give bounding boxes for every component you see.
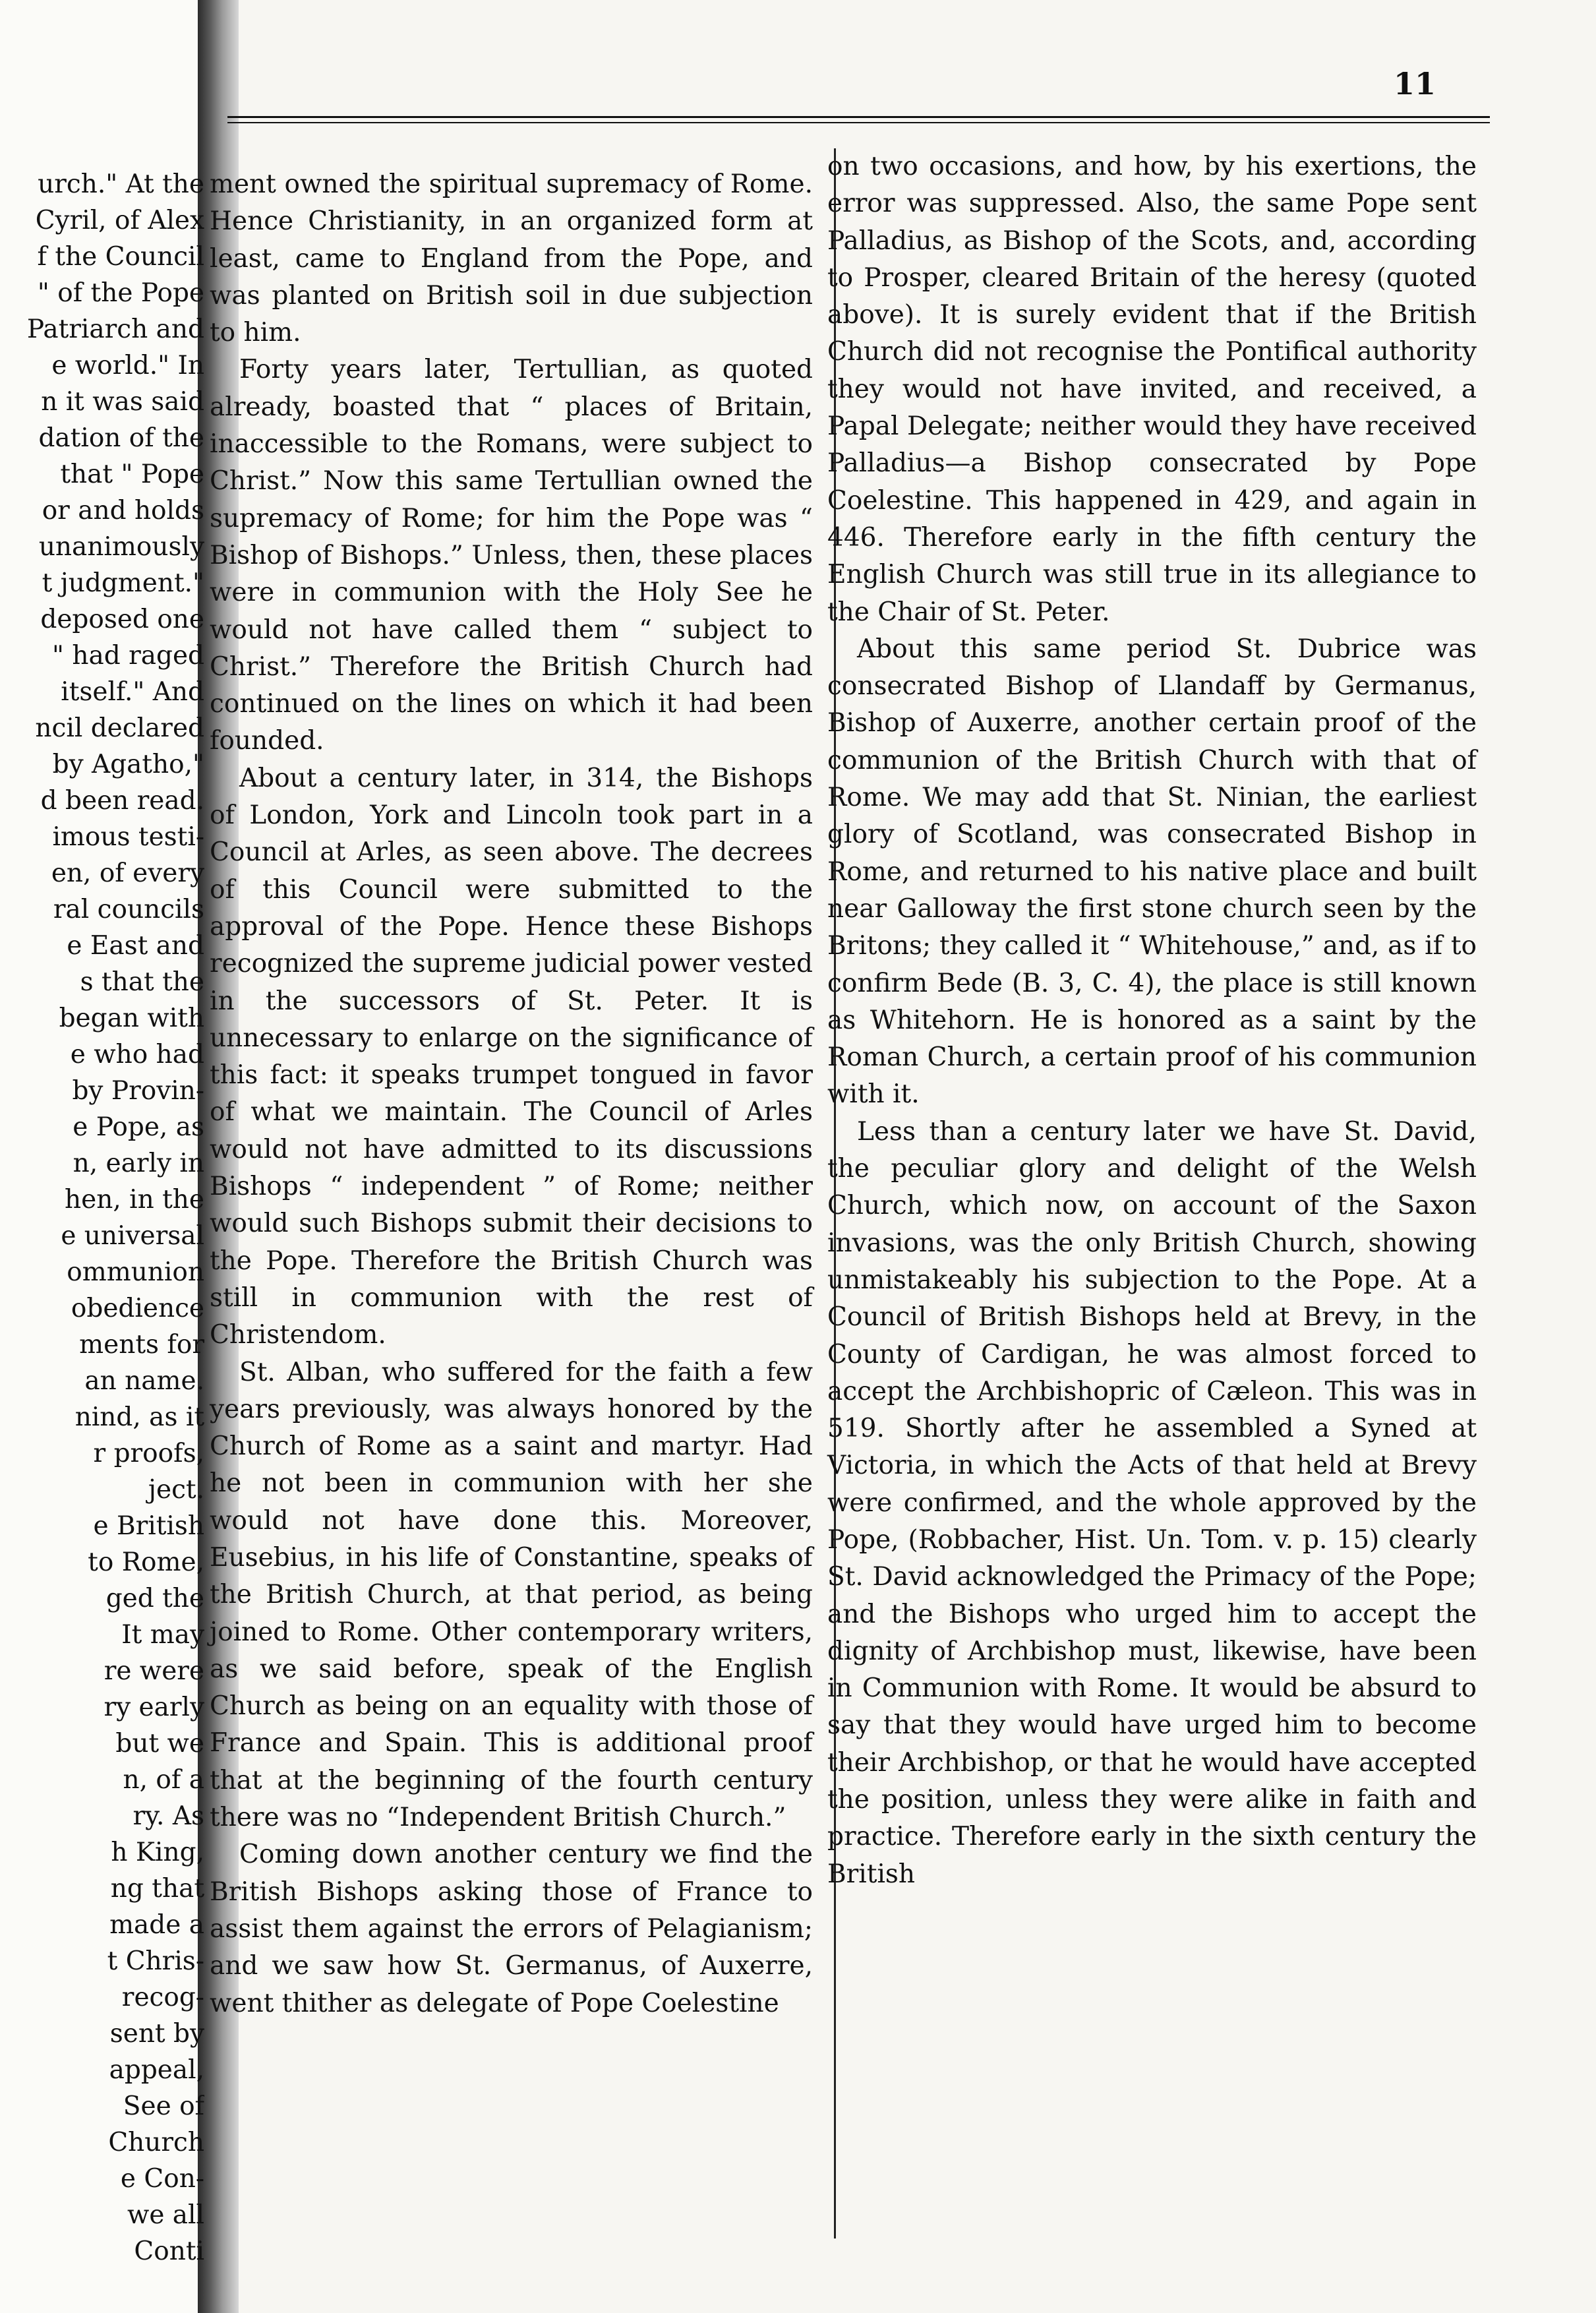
fragment-line: See of [123, 2091, 204, 2121]
fragment-line: d been read. [40, 786, 204, 816]
paragraph: Less than a century later we have St. David, the peculiar glory and delight of the Welsh Church, which now, on account of the Saxon invasions, was the only British Church, showing unmistakeably his subjection to the Pope. At a Council of British Bishops held at Brevy, in the County of Cardigan, he was almost forced to accept the Archbishopric of Cæleon. This was in 519. Shortly after he assembled a Syned at Victoria, in which the Acts of that held at Brevy were confirmed, and the whole approved by the Pope, (Robbacher, Hist. Un. Tom. v. p. 15) clearly St. David acknowledged the Primacy of the Pope; and the Bishops who urged him to accept the dignity of Archbishop must, likewise, have been in Communion with Rome. It would be absurd to say that they would have urged him to become their Archbishop, or that he would have accepted the position, unless they were alike in faith and practice. Therefore early in the sixth century the British [827, 1116, 1477, 1889]
fragment-line: recog- [121, 1983, 204, 2012]
fragment-line: n, of a [123, 1765, 204, 1795]
fragment-line: It may [121, 1620, 204, 1650]
fragment-line: e who had [70, 1040, 204, 1069]
fragment-line: hen, in the [65, 1185, 204, 1215]
facing-page-text-fragment [0, 166, 204, 2269]
fragment-line: unanimously [38, 532, 204, 562]
fragment-line: ng that [110, 1874, 204, 1904]
paragraph: About this same period St. Dubrice was consecrated Bishop of Llandaff by Germanus, Bishop of Auxerre, another certain proof of the communion of the British Church with that of Rome. We may add that St. Ninian, the earliest glory of Scotland, was consecrated Bishop in Rome, and returned to his native place and built near Galloway the first stone church seen by the Britons; they called it “ Whitehouse,” and, as if to confirm Bede (B. 3, C. 4), the place is still known as Whitehorn. He is honored as a saint by the Roman Church, a certain proof of his communion with it. [827, 634, 1477, 1110]
fragment-line: but we [115, 1729, 204, 1758]
fragment-line: dation of the [38, 423, 204, 453]
fragment-line: deposed one [40, 605, 204, 634]
fragment-line: f the Council [37, 242, 204, 272]
fragment-line: e Con- [120, 2164, 204, 2194]
paragraph: Coming down another century we find the British Bishops asking those of France to assist them against the errors of Pelagianism; and we saw how St. Germanus, of Auxerre, went thither as delegate of Pope Coelestine [210, 1840, 813, 2018]
fragment-line: e world." In [51, 351, 204, 380]
fragment-line: s that the [80, 967, 204, 997]
fragment-line: imous testi- [52, 822, 204, 852]
fragment-line: ncil declared [35, 713, 204, 743]
fragment-line: Patriarch and [26, 315, 204, 344]
fragment-line: h King, [111, 1838, 204, 1867]
fragment-line: nind, as it [74, 1402, 204, 1432]
fragment-line: ry early [103, 1693, 204, 1722]
text-column-right [827, 148, 1477, 1893]
fragment-line: e Pope, as [73, 1112, 204, 1142]
text-column-left [210, 166, 813, 2022]
fragment-line: ral councils [53, 895, 204, 924]
fragment-line: to Rome, [88, 1547, 204, 1577]
fragment-line: Cyril, of Alex [35, 206, 204, 235]
fragment-line: that " Pope [60, 460, 204, 489]
fragment-line: obedience [71, 1294, 204, 1323]
fragment-line: n it was said [41, 387, 204, 417]
fragment-line: ments for [79, 1330, 204, 1360]
fragment-line: Conti [134, 2237, 204, 2266]
fragment-line: t Chris- [107, 1946, 204, 1976]
fragment-line: or and holds [42, 496, 204, 526]
fragment-line: urch." At the [38, 169, 204, 199]
fragment-line: re were [103, 1656, 204, 1686]
fragment-line: an name. [84, 1366, 204, 1396]
fragment-line: n, early in [73, 1149, 204, 1178]
fragment-line: by Provin- [72, 1076, 204, 1106]
fragment-line: ged the [105, 1584, 204, 1613]
fragment-line: ommunion [67, 1257, 204, 1287]
header-rule [227, 116, 1490, 123]
fragment-line: ry. As [133, 1801, 204, 1831]
fragment-line: by Agatho," [52, 750, 204, 779]
fragment-line: e East and [67, 931, 204, 961]
fragment-line: t judgment." [42, 568, 204, 598]
fragment-line: " of the Pope [37, 278, 204, 308]
paragraph: on two occasions, and how, by his exertions, the error was suppressed. Also, the same Pope sent Palladius, as Bishop of the Scots, and, according to Prosper, cleared Britain of the heresy (quoted above). It is surely evident that if the British Church did not recognise the Pontifical authority they would not have invited, and received, a Papal Delegate; neither would they have received Palladius—a Bishop consecrated by Pope Coelestine. This happened in 429, and again in 446. Therefore early in the fifth century the English Church was still true in its allegiance to the Chair of St. Peter. [827, 152, 1477, 627]
fragment-line: itself." And [61, 677, 204, 707]
fragment-line: " had raged [52, 641, 204, 671]
fragment-line: we all [127, 2200, 204, 2230]
fragment-line: ject. [148, 1475, 204, 1505]
fragment-line: sent by [109, 2019, 204, 2049]
page-number: 11 [1393, 66, 1436, 102]
fragment-line: r proofs, [93, 1439, 204, 1468]
fragment-line: appeal, [109, 2055, 204, 2085]
fragment-line: en, of every [51, 858, 204, 888]
paragraph: St. Alban, who suffered for the faith a few years previously, was always honored by the Church of Rome as a saint and martyr. Had he not been in communion with her she would not have done this. Moreover, Eusebius, in his life of Constantine, speaks of the British Church, at that period, as being joined to Rome. Other contemporary writers, as we said before, speak of the English Church as being on an equality with those of France and Spain. This is additional proof that at the beginning of the fourth century there was no “Independent British Church.” [210, 1357, 813, 1833]
fragment-line: began with [59, 1004, 204, 1033]
fragment-line: Church [108, 2128, 204, 2157]
fragment-line: e British [93, 1511, 204, 1541]
paragraph: Forty years later, Tertullian, as quoted already, boasted that “ places of Britain, inaccessible to the Romans, were subject to Christ.” Now this same Tertullian owned the supremacy of Rome; for him the Pope was “ Bishop of Bishops.” Unless, then, these places were in communion with the Holy See he would not have called them “ subject to Christ.” Therefore the British Church had continued on the lines on which it had been founded. [210, 355, 813, 756]
paragraph: About a century later, in 314, the Bishops of London, York and Lincoln took part in a Council at Arles, as seen above. The decrees of this Council were submitted to the approval of the Pope. Hence these Bishops recognized the supreme judicial power vested in the successors of St. Peter. It is unnecessary to enlarge on the significance of this fact: it speaks trumpet tongued in favor of what we maintain. The Council of Arles would not have admitted to its discussions Bishops “ independent ” of Rome; neither would such Bishops submit their decisions to the Pope. Therefore the British Church was still in communion with the rest of Christendom. [210, 763, 813, 1350]
fragment-line: made a [109, 1910, 204, 1940]
paragraph: ment owned the spiritual supremacy of Rome. Hence Christianity, in an organized form at least, came to England from the Pope, and was planted on British soil in due subjection to him. [210, 169, 813, 348]
fragment-line: e universal [61, 1221, 204, 1251]
